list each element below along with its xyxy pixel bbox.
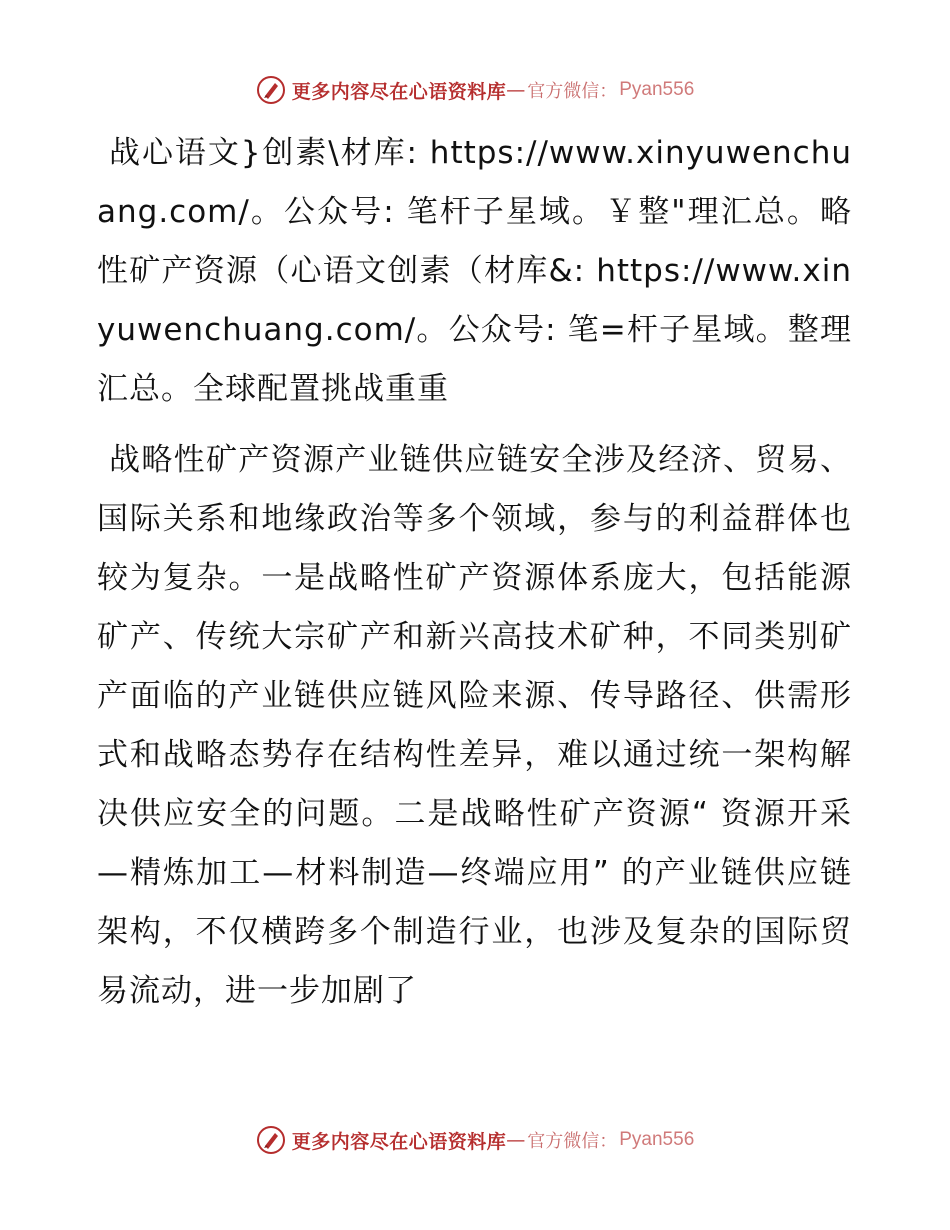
- banner-text: 更多内容尽在心语资料库: [291, 80, 507, 103]
- banner-wechat-id: Pyan556: [619, 1129, 695, 1150]
- footer-banner: [0, 1120, 950, 1160]
- banner-separator: —: [506, 79, 526, 101]
- banner-text: 更多内容尽在心语资料库: [291, 1130, 507, 1153]
- paragraph-2: 战略性矿产资源产业链供应链安全涉及经济、贸易、国际关系和地缘政治等多个领域，参与的利益群体也较为复杂。一是战略性矿产资源体系庞大，包括能源矿产、传统大宗矿产和新兴高技术矿种，不同类别矿产面临的产业链供应链风险来源、传导路径、供需形式和战略态势存在结构性差异，难以通过统一架构解决供应安全的问题。二是战略性矿产资源“ 资源开采—精炼加工—材料制造—终端应用” 的产业链供应链架构，不仅横跨多个制造行业，也涉及复杂的国际贸易流动，进一步加剧了: [97, 442, 852, 1009]
- paragraph-1: 战心语文}创素\材库: https://www.xinyuwenchuang.com/。公众号: 笔杆子星域。￥整"理汇总。略性矿产资源（心语文创素（材库&: https://www.xinyuwenchuang.com/。公众号: 笔=杆子星域。整理汇总。全球配置挑战重重: [97, 135, 852, 407]
- banner-wechat-label: 官方微信：: [527, 81, 618, 102]
- banner-separator: —: [506, 1129, 526, 1151]
- header-banner: [0, 70, 950, 110]
- banner-wechat-label: 官方微信：: [527, 1131, 618, 1152]
- document-body: [97, 124, 852, 1021]
- pen-nib-logo-icon: [256, 1125, 286, 1155]
- banner-wechat-id: Pyan556: [619, 79, 695, 100]
- pen-nib-logo-icon: [256, 75, 286, 105]
